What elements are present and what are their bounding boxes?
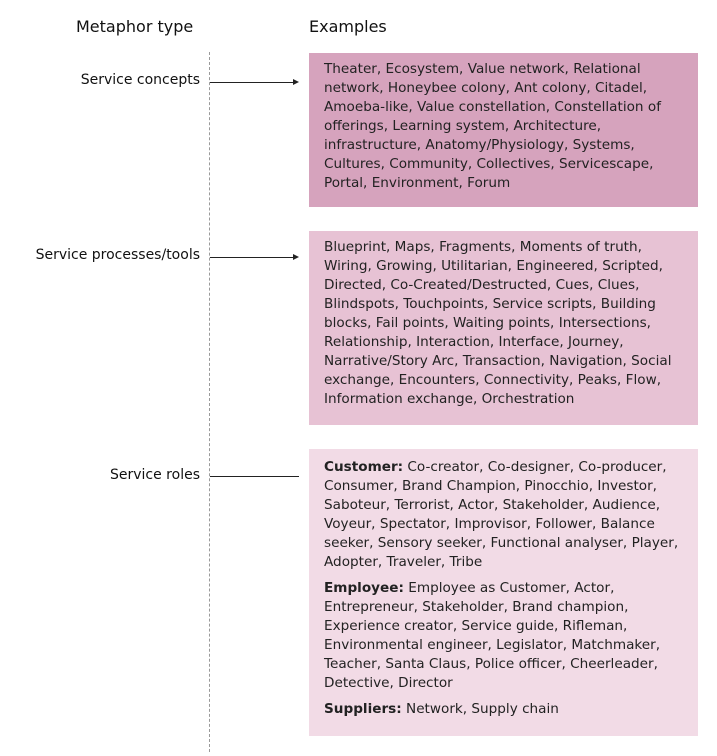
examples-text: Blueprint, Maps, Fragments, Moments of truth, Wiring, Growing, Utilitarian, Engineered, Scripted, Directed, Co-Created/Destructed, Cues, Clues, Blindspots, Touchpoints, Service scripts, Building blocks, Fail points, Waiting points, Intersections, Relationship, Interaction, Interface, Journey, Narrative/Story Arc, Transaction, Navigation, Social exchange, Encounters, Connectivity, Peaks, Flow, Information exchange, Orchestration bbox=[324, 239, 672, 407]
vertical-dashed-divider bbox=[209, 52, 210, 752]
connector-service-concepts bbox=[210, 82, 294, 83]
customer-group bbox=[324, 458, 688, 572]
label-service-roles: Service roles bbox=[109, 467, 200, 483]
connector-service-roles bbox=[210, 476, 299, 477]
examples-text: Theater, Ecosystem, Value network, Relational network, Honeybee colony, Ant colony, Citadel, Amoeba-like, Value constellation, Constellation of offerings, Learning system, Architecture, infrastructure, Anatomy/Physiology, Systems, Cultures, Community, Collectives, Servicescape, Portal, Environment, Forum bbox=[324, 61, 661, 191]
group-text: Network, Supply chain bbox=[401, 701, 559, 717]
group-text: Co-creator, Co-designer, Co-producer, Consumer, Brand Champion, Pinocchio, Investor, Saboteur, Terrorist, Actor, Stakeholder, Audience, Voyeur, Spectator, Improvisor, Follower, Balance seeker, Sensory seeker, Functional analyser, Player, Adopter, Traveler, Tribe bbox=[324, 459, 679, 570]
suppliers-group bbox=[324, 700, 688, 719]
examples-box-service-processes bbox=[309, 231, 698, 425]
examples-box-service-roles bbox=[309, 449, 698, 736]
group-text: Employee as Customer, Actor, Entrepreneur, Stakeholder, Brand champion, Experience creator, Service guide, Rifleman, Environmental engineer, Legislator, Matchmaker, Teacher, Santa Claus, Police officer, Cheerleader, Detective, Director bbox=[324, 580, 661, 691]
arrow-icon bbox=[293, 254, 299, 260]
label-service-concepts: Service concepts bbox=[80, 72, 200, 88]
examples-header: Examples bbox=[309, 17, 387, 36]
group-title: Suppliers: bbox=[324, 701, 402, 717]
group-title: Customer: bbox=[324, 459, 404, 475]
metaphor-type-header: Metaphor type bbox=[76, 17, 194, 36]
employee-group bbox=[324, 579, 688, 693]
arrow-icon bbox=[293, 79, 299, 85]
examples-box-service-concepts bbox=[309, 53, 698, 207]
group-title: Employee: bbox=[324, 580, 404, 596]
connector-service-processes bbox=[210, 257, 294, 258]
label-service-processes-tools: Service processes/tools bbox=[35, 247, 200, 263]
